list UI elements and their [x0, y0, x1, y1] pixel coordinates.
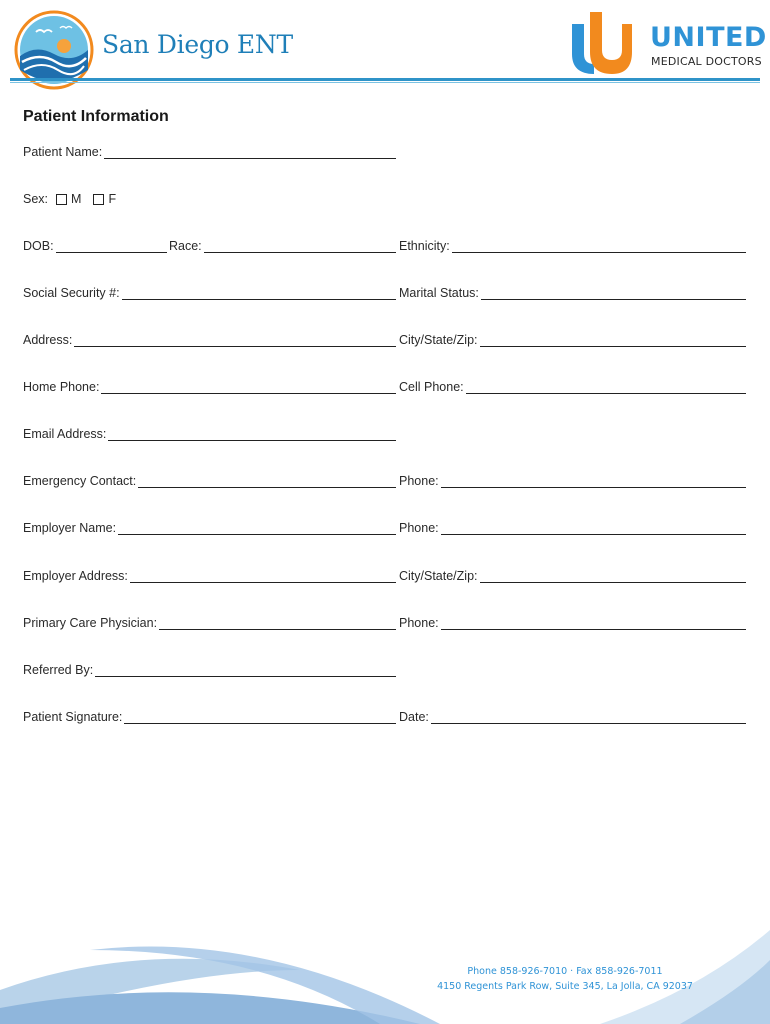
employer-name-line[interactable] [118, 521, 396, 535]
email-label: Email Address: [23, 427, 107, 441]
pcp-label: Primary Care Physician: [23, 616, 158, 630]
cell-phone-line[interactable] [466, 380, 746, 394]
row-referred [23, 659, 747, 677]
ethnicity-label: Ethnicity: [399, 239, 450, 253]
pcp-field[interactable] [23, 612, 396, 630]
employer-name-label: Employer Name: [23, 521, 117, 535]
race-line[interactable] [204, 239, 396, 253]
row-emergency [23, 470, 747, 488]
signature-label: Patient Signature: [23, 710, 123, 724]
marital-line[interactable] [481, 286, 746, 300]
row-sex [23, 188, 747, 206]
san-diego-ent-name: San Diego ENT [102, 30, 293, 59]
patient-name-field[interactable] [23, 141, 396, 159]
city-state-zip-line[interactable] [480, 333, 747, 347]
row-address [23, 329, 747, 347]
emergency-phone-field[interactable] [399, 470, 746, 488]
united-medical-doctors-logo [570, 10, 632, 76]
address-line[interactable] [74, 333, 396, 347]
row-dob [23, 235, 747, 253]
patient-name-line[interactable] [104, 145, 396, 159]
sex-f-label: F [108, 192, 117, 206]
form-title: Patient Information [23, 108, 169, 125]
employer-phone-label: Phone: [399, 521, 439, 535]
referred-by-line[interactable] [95, 663, 396, 677]
pcp-phone-field[interactable] [399, 612, 746, 630]
referred-by-field[interactable] [23, 659, 396, 677]
home-phone-field[interactable] [23, 376, 396, 394]
row-phones [23, 376, 747, 394]
row-email [23, 423, 747, 441]
footer-phone-fax: Phone 858-926-7010 · Fax 858-926-7011 [467, 966, 663, 977]
home-phone-line[interactable] [101, 380, 396, 394]
city-state-zip-field[interactable] [399, 329, 746, 347]
employer-phone-field[interactable] [399, 517, 746, 535]
row-signature [23, 706, 747, 724]
footer-address: 4150 Regents Park Row, Suite 345, La Jolla, CA 92037 [437, 981, 693, 992]
home-phone-label: Home Phone: [23, 380, 100, 394]
row-pcp [23, 612, 747, 630]
checkbox-m[interactable] [56, 194, 67, 205]
ethnicity-line[interactable] [452, 239, 746, 253]
patient-name-label: Patient Name: [23, 145, 103, 159]
date-field[interactable] [399, 706, 746, 724]
email-line[interactable] [108, 427, 396, 441]
employer-city-field[interactable] [399, 565, 746, 583]
checkbox-f[interactable] [93, 194, 104, 205]
pcp-phone-label: Phone: [399, 616, 439, 630]
sex-field [23, 188, 223, 206]
marital-field[interactable] [399, 282, 746, 300]
header-divider-thin [10, 82, 760, 83]
race-label: Race: [169, 239, 202, 253]
address-label: Address: [23, 333, 73, 347]
emergency-contact-label: Emergency Contact: [23, 474, 137, 488]
employer-phone-line[interactable] [441, 521, 746, 535]
referred-by-label: Referred By: [23, 663, 94, 677]
row-ssn [23, 282, 747, 300]
pcp-phone-line[interactable] [441, 616, 746, 630]
emergency-contact-line[interactable] [138, 474, 396, 488]
signature-field[interactable] [23, 706, 396, 724]
sex-label: Sex: [23, 192, 49, 206]
race-field[interactable] [169, 235, 396, 253]
ethnicity-field[interactable] [399, 235, 746, 253]
page-header [0, 0, 770, 95]
email-field[interactable] [23, 423, 396, 441]
ssn-label: Social Security #: [23, 286, 120, 300]
emergency-contact-field[interactable] [23, 470, 396, 488]
employer-address-label: Employer Address: [23, 569, 128, 583]
pcp-line[interactable] [159, 616, 396, 630]
cell-phone-field[interactable] [399, 376, 746, 394]
employer-city-line[interactable] [480, 569, 747, 583]
dob-line[interactable] [56, 239, 167, 253]
footer-wave-decoration [0, 930, 770, 1024]
employer-address-line[interactable] [130, 569, 396, 583]
employer-name-field[interactable] [23, 517, 396, 535]
united-brand-subtitle: MEDICAL DOCTORS [651, 55, 762, 68]
date-label: Date: [399, 710, 429, 724]
row-employer-address [23, 565, 747, 583]
emergency-phone-label: Phone: [399, 474, 439, 488]
signature-line[interactable] [124, 710, 396, 724]
row-patient-name [23, 141, 747, 159]
employer-city-label: City/State/Zip: [399, 569, 478, 583]
ssn-line[interactable] [122, 286, 396, 300]
address-field[interactable] [23, 329, 396, 347]
sex-option-m[interactable] [56, 192, 81, 206]
city-state-zip-label: City/State/Zip: [399, 333, 478, 347]
dob-label: DOB: [23, 239, 54, 253]
ssn-field[interactable] [23, 282, 396, 300]
emergency-phone-line[interactable] [441, 474, 746, 488]
dob-field[interactable] [23, 235, 167, 253]
united-brand-name: UNITED [650, 22, 767, 53]
sex-m-label: M [71, 192, 82, 206]
sex-option-f[interactable] [93, 192, 116, 206]
date-line[interactable] [431, 710, 746, 724]
header-divider [10, 78, 760, 81]
employer-address-field[interactable] [23, 565, 396, 583]
row-employer [23, 517, 747, 535]
cell-phone-label: Cell Phone: [399, 380, 464, 394]
marital-label: Marital Status: [399, 286, 479, 300]
